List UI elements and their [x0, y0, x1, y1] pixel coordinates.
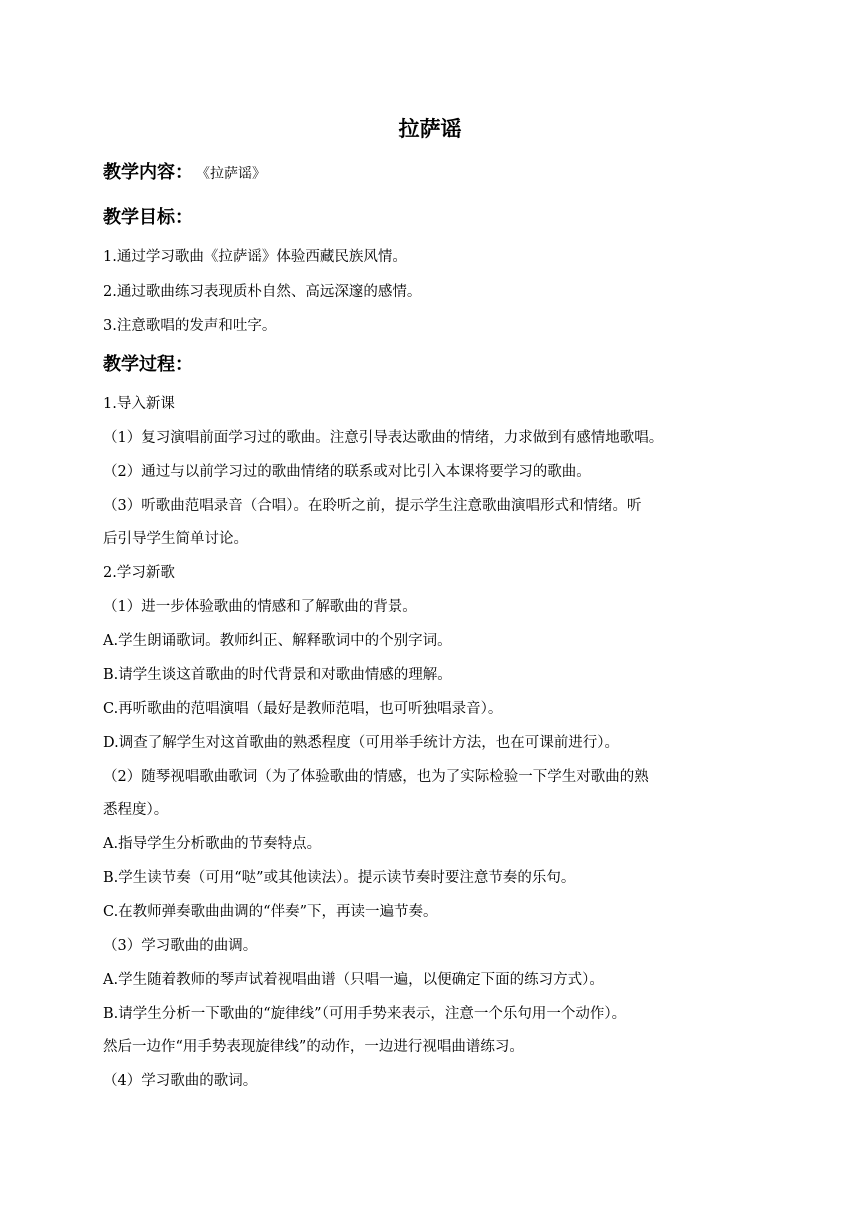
- process-line: B.请学生分析一下歌曲的“旋律线”（可用手势来表示，注意一个乐句用一个动作）。: [103, 1006, 627, 1022]
- process-line: （3）听歌曲范唱录音（合唱）。在聆听之前，提示学生注意歌曲演唱形式和情绪。听: [103, 498, 642, 514]
- process-line: （3）学习歌曲的曲调。: [103, 938, 258, 954]
- process-line: A.指导学生分析歌曲的节奏特点。: [103, 836, 322, 852]
- process-line: C.在教师弹奏歌曲曲调的“伴奏”下，再读一遍节奏。: [103, 904, 438, 920]
- teaching-content-value: 《拉萨谣》: [203, 166, 266, 182]
- process-line: （1）进一步体验歌曲的情感和了解歌曲的背景。: [103, 599, 417, 615]
- process-line: D.调查了解学生对这首歌曲的熟悉程度（可用举手统计方法，也在可课前进行）。: [103, 735, 619, 751]
- process-line: B.学生读节奏（可用“哒”或其他读法）。提示读节奏时要注意节奏的乐句。: [103, 870, 576, 886]
- teaching-content-heading: [103, 160, 266, 187]
- goal-line: 2.通过歌曲练习表现质朴自然、高远深邃的感情。: [103, 284, 422, 300]
- process-line: 然后一边作“用手势表现旋律线”的动作，一边进行视唱曲谱练习。: [103, 1039, 524, 1055]
- goal-line: 3.注意歌唱的发声和吐字。: [103, 318, 277, 334]
- process-line: （2）随琴视唱歌曲歌词（为了体验歌曲的情感，也为了实际检验一下学生对歌曲的熟: [103, 769, 649, 785]
- process-line: B.请学生谈这首歌曲的时代背景和对歌曲情感的理解。: [103, 667, 452, 683]
- process-line: （2）通过与以前学习过的歌曲情绪的联系或对比引入本课将要学习的歌曲。: [103, 464, 591, 480]
- process-line: 悉程度）。: [103, 802, 169, 818]
- process-line: C.再听歌曲的范唱演唱（最好是教师范唱，也可听独唱录音）。: [103, 701, 503, 717]
- teaching-process-heading: 教学过程：: [103, 354, 193, 375]
- teaching-goals-heading: 教学目标：: [103, 207, 193, 228]
- document-title: 拉萨谣: [398, 117, 462, 141]
- process-line: 2.学习新歌: [103, 565, 175, 581]
- process-line: 1.导入新课: [103, 396, 175, 412]
- teaching-content-label: 教学内容：: [103, 162, 193, 183]
- process-line: A.学生随着教师的琴声试着视唱曲谱（只唱一遍，以便确定下面的练习方式）。: [103, 972, 604, 988]
- process-line: （4）学习歌曲的歌词。: [103, 1073, 258, 1089]
- goal-line: 1.通过学习歌曲《拉萨谣》体验西藏民族风情。: [103, 249, 407, 265]
- process-line: 后引导学生简单讨论。: [103, 531, 248, 547]
- process-line: A.学生朗诵歌词。教师纠正、解释歌词中的个别字词。: [103, 633, 452, 649]
- process-line: （1）复习演唱前面学习过的歌曲。注意引导表达歌曲的情绪，力求做到有感情地歌唱。: [103, 430, 664, 446]
